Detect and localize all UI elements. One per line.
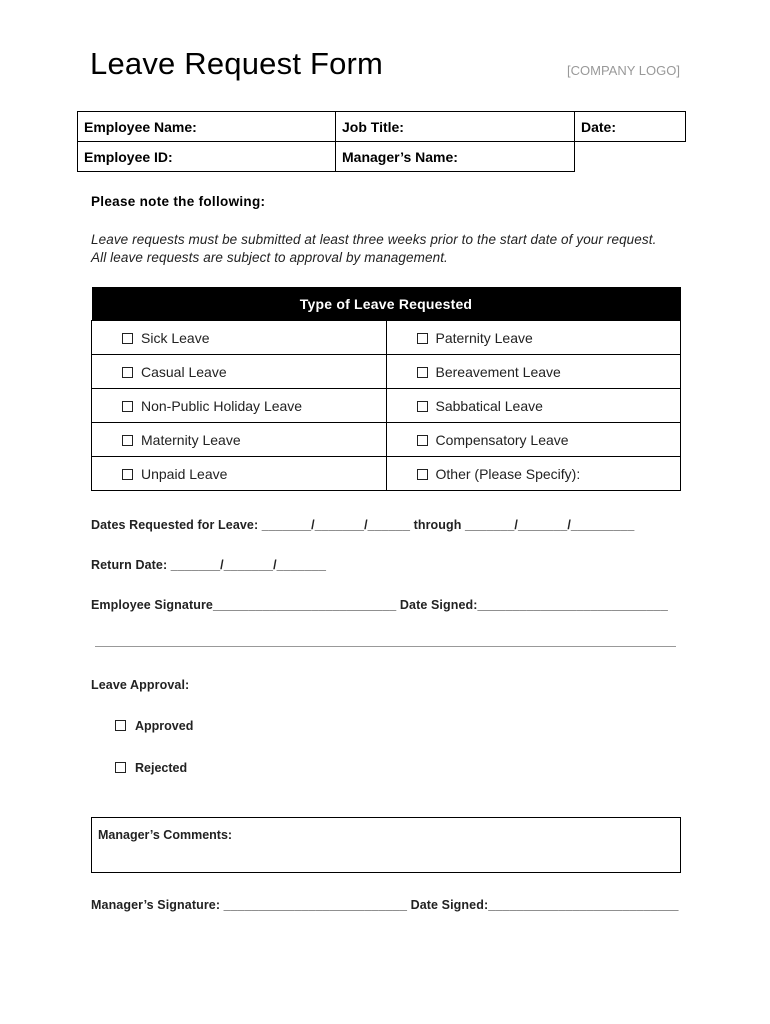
checkbox-icon[interactable]: [122, 367, 133, 378]
leave-option-label: Maternity Leave: [141, 431, 241, 448]
leave-option[interactable]: [92, 355, 387, 389]
employee-id-label: Employee ID:: [84, 148, 173, 165]
date-label: Date:: [581, 118, 617, 135]
leave-option-label: Sabbatical Leave: [435, 397, 543, 414]
leave-option-label: Sick Leave: [141, 329, 210, 346]
dates-requested-field[interactable]: Dates Requested for Leave: _______/_______/______ through _______/_______/_________: [91, 518, 635, 532]
leave-option-label: Unpaid Leave: [141, 465, 228, 482]
leave-option[interactable]: [92, 389, 387, 423]
leave-option[interactable]: [386, 423, 681, 457]
employee-name-label: Employee Name:: [84, 118, 197, 135]
employee-signature-field[interactable]: Employee Signature__________________________ Date Signed:___________________________: [91, 598, 668, 612]
checkbox-icon[interactable]: [115, 762, 126, 773]
checkbox-icon[interactable]: [122, 333, 133, 344]
leave-option-label: Casual Leave: [141, 363, 227, 380]
job-title-label: Job Title:: [342, 118, 404, 135]
leave-option[interactable]: [386, 355, 681, 389]
section-divider: [95, 646, 676, 647]
empty-cell: [575, 142, 686, 172]
manager-comments-box[interactable]: [91, 817, 681, 873]
leave-option-label: Non-Public Holiday Leave: [141, 397, 303, 414]
leave-option[interactable]: [386, 457, 681, 491]
leave-type-table: [91, 287, 681, 491]
leave-option-label: Compensatory Leave: [435, 431, 569, 448]
employee-info-table: [77, 111, 686, 172]
leave-option[interactable]: [92, 457, 387, 491]
approved-label: Approved: [135, 719, 194, 733]
notes-body: [91, 231, 656, 267]
rejected-option[interactable]: [115, 761, 187, 775]
checkbox-icon[interactable]: [417, 401, 428, 412]
manager-name-field[interactable]: [336, 142, 575, 172]
page-title: Leave Request Form: [90, 46, 384, 81]
date-field[interactable]: [575, 112, 686, 142]
leave-option[interactable]: [92, 321, 387, 355]
checkbox-icon[interactable]: [417, 469, 428, 480]
leave-option[interactable]: [386, 321, 681, 355]
return-date-field[interactable]: Return Date: _______/_______/_______: [91, 558, 327, 572]
job-title-field[interactable]: [336, 112, 575, 142]
checkbox-icon[interactable]: [417, 435, 428, 446]
approved-option[interactable]: [115, 719, 193, 733]
manager-signature-field[interactable]: Manager’s Signature: __________________________ Date Signed:___________________________: [91, 898, 679, 912]
leave-type-header: Type of Leave Requested: [92, 287, 681, 321]
checkbox-icon[interactable]: [122, 435, 133, 446]
notes-heading: Please note the following:: [91, 194, 266, 209]
checkbox-icon[interactable]: [417, 367, 428, 378]
note-line-2: All leave requests are subject to approval by management.: [91, 250, 448, 265]
employee-name-field[interactable]: [78, 112, 336, 142]
leave-approval-label: Leave Approval:: [91, 678, 190, 692]
leave-option[interactable]: [386, 389, 681, 423]
checkbox-icon[interactable]: [122, 401, 133, 412]
leave-option[interactable]: [92, 423, 387, 457]
leave-option-label: Paternity Leave: [435, 329, 533, 346]
rejected-label: Rejected: [135, 761, 188, 775]
manager-comments-label: Manager’s Comments:: [98, 828, 233, 842]
leave-option-label: Bereavement Leave: [435, 363, 561, 380]
company-logo-placeholder: [COMPANY LOGO]: [567, 63, 680, 78]
note-line-1: Leave requests must be submitted at least three weeks prior to the start date of your request.: [91, 232, 657, 247]
checkbox-icon[interactable]: [115, 720, 126, 731]
leave-option-label: Other (Please Specify):: [435, 465, 581, 482]
manager-name-label: Manager’s Name:: [342, 148, 458, 165]
checkbox-icon[interactable]: [417, 333, 428, 344]
checkbox-icon[interactable]: [122, 469, 133, 480]
employee-id-field[interactable]: [78, 142, 336, 172]
